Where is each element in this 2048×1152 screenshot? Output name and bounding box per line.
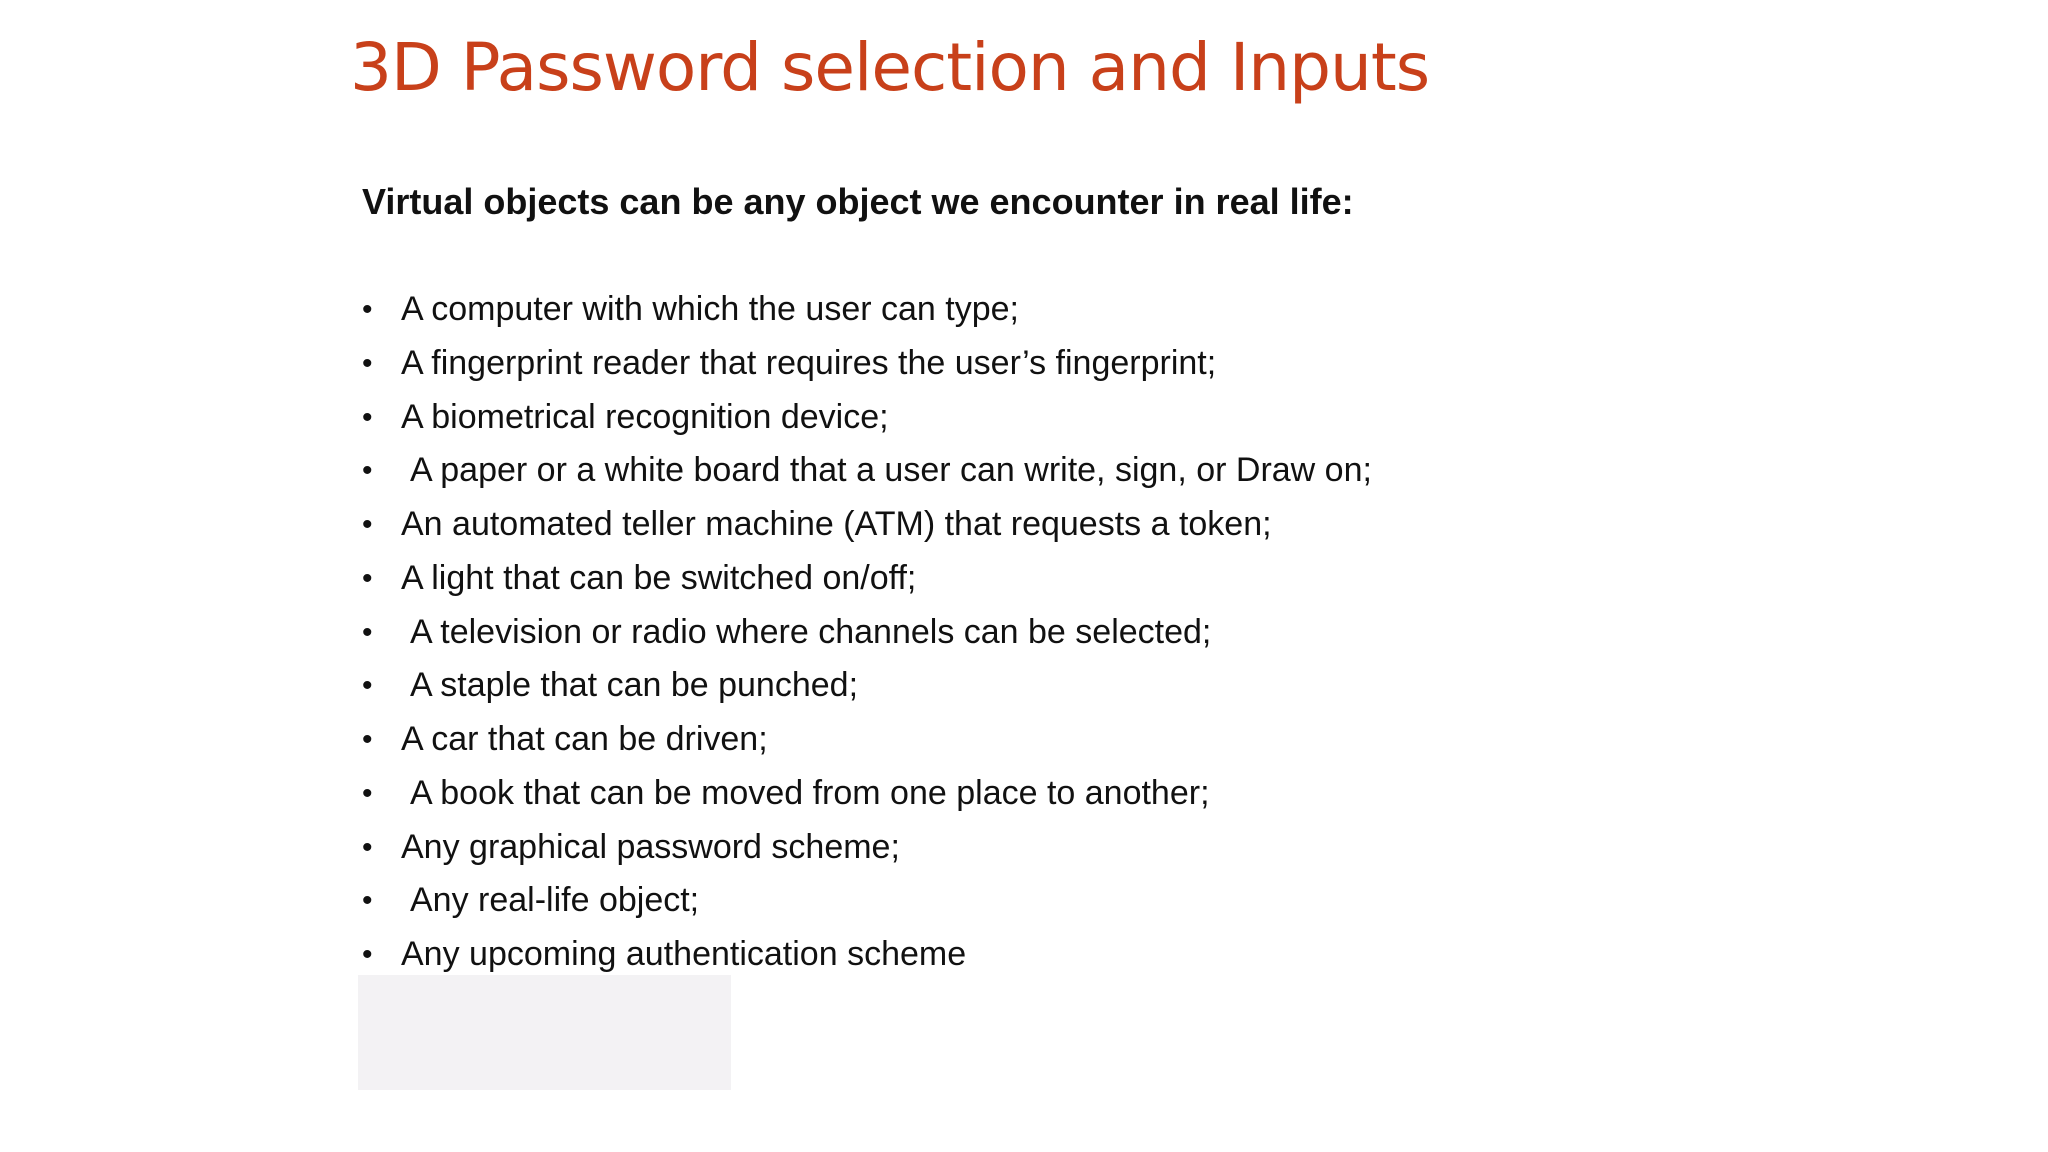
bullet-text: A book that can be moved from one place to another; [410, 773, 1210, 812]
bullet-dot-icon: • [362, 723, 373, 756]
bullet-text: A paper or a white board that a user can write, sign, or Draw on; [410, 451, 1372, 490]
blank-placeholder-panel [358, 975, 731, 1090]
slide-title: 3D Password selection and Inputs [350, 29, 1430, 106]
bullet-dot-icon: • [362, 830, 373, 864]
bullet-text: A light that can be switched on/off; [401, 558, 917, 597]
bullet-text: A fingerprint reader that requires the user’s fingerprint; [401, 343, 1217, 382]
bullet-dot-icon: • [362, 508, 373, 541]
bullet-text: A biometrical recognition device; [401, 397, 889, 436]
bullet-dot-icon: • [362, 293, 373, 326]
bullet-text: An automated teller machine (ATM) that requests a token; [401, 505, 1272, 543]
bullet-text: Any upcoming authentication scheme [401, 935, 967, 973]
bullet-dot-icon: • [362, 615, 373, 649]
bullet-dot-icon: • [362, 454, 373, 488]
bullet-text: A computer with which the user can type; [401, 290, 1019, 328]
bullet-dot-icon: • [362, 400, 373, 434]
bullet-dot-icon: • [362, 561, 373, 595]
bullet-dot-icon: • [362, 669, 373, 703]
bullet-text: A staple that can be punched; [410, 666, 859, 705]
bullet-dot-icon: • [362, 938, 373, 971]
bullet-text: Any real-life object; [410, 881, 700, 920]
intro-text: Virtual objects can be any object we encounter in real life: [362, 181, 1354, 222]
bullet-dot-icon: • [362, 776, 373, 810]
bullet-text: A television or radio where channels can be selected; [410, 612, 1212, 651]
bullet-text: A car that can be driven; [401, 720, 768, 758]
bullet-text: Any graphical password scheme; [401, 827, 900, 866]
bullet-dot-icon: • [362, 884, 373, 918]
bullet-dot-icon: • [362, 346, 373, 380]
